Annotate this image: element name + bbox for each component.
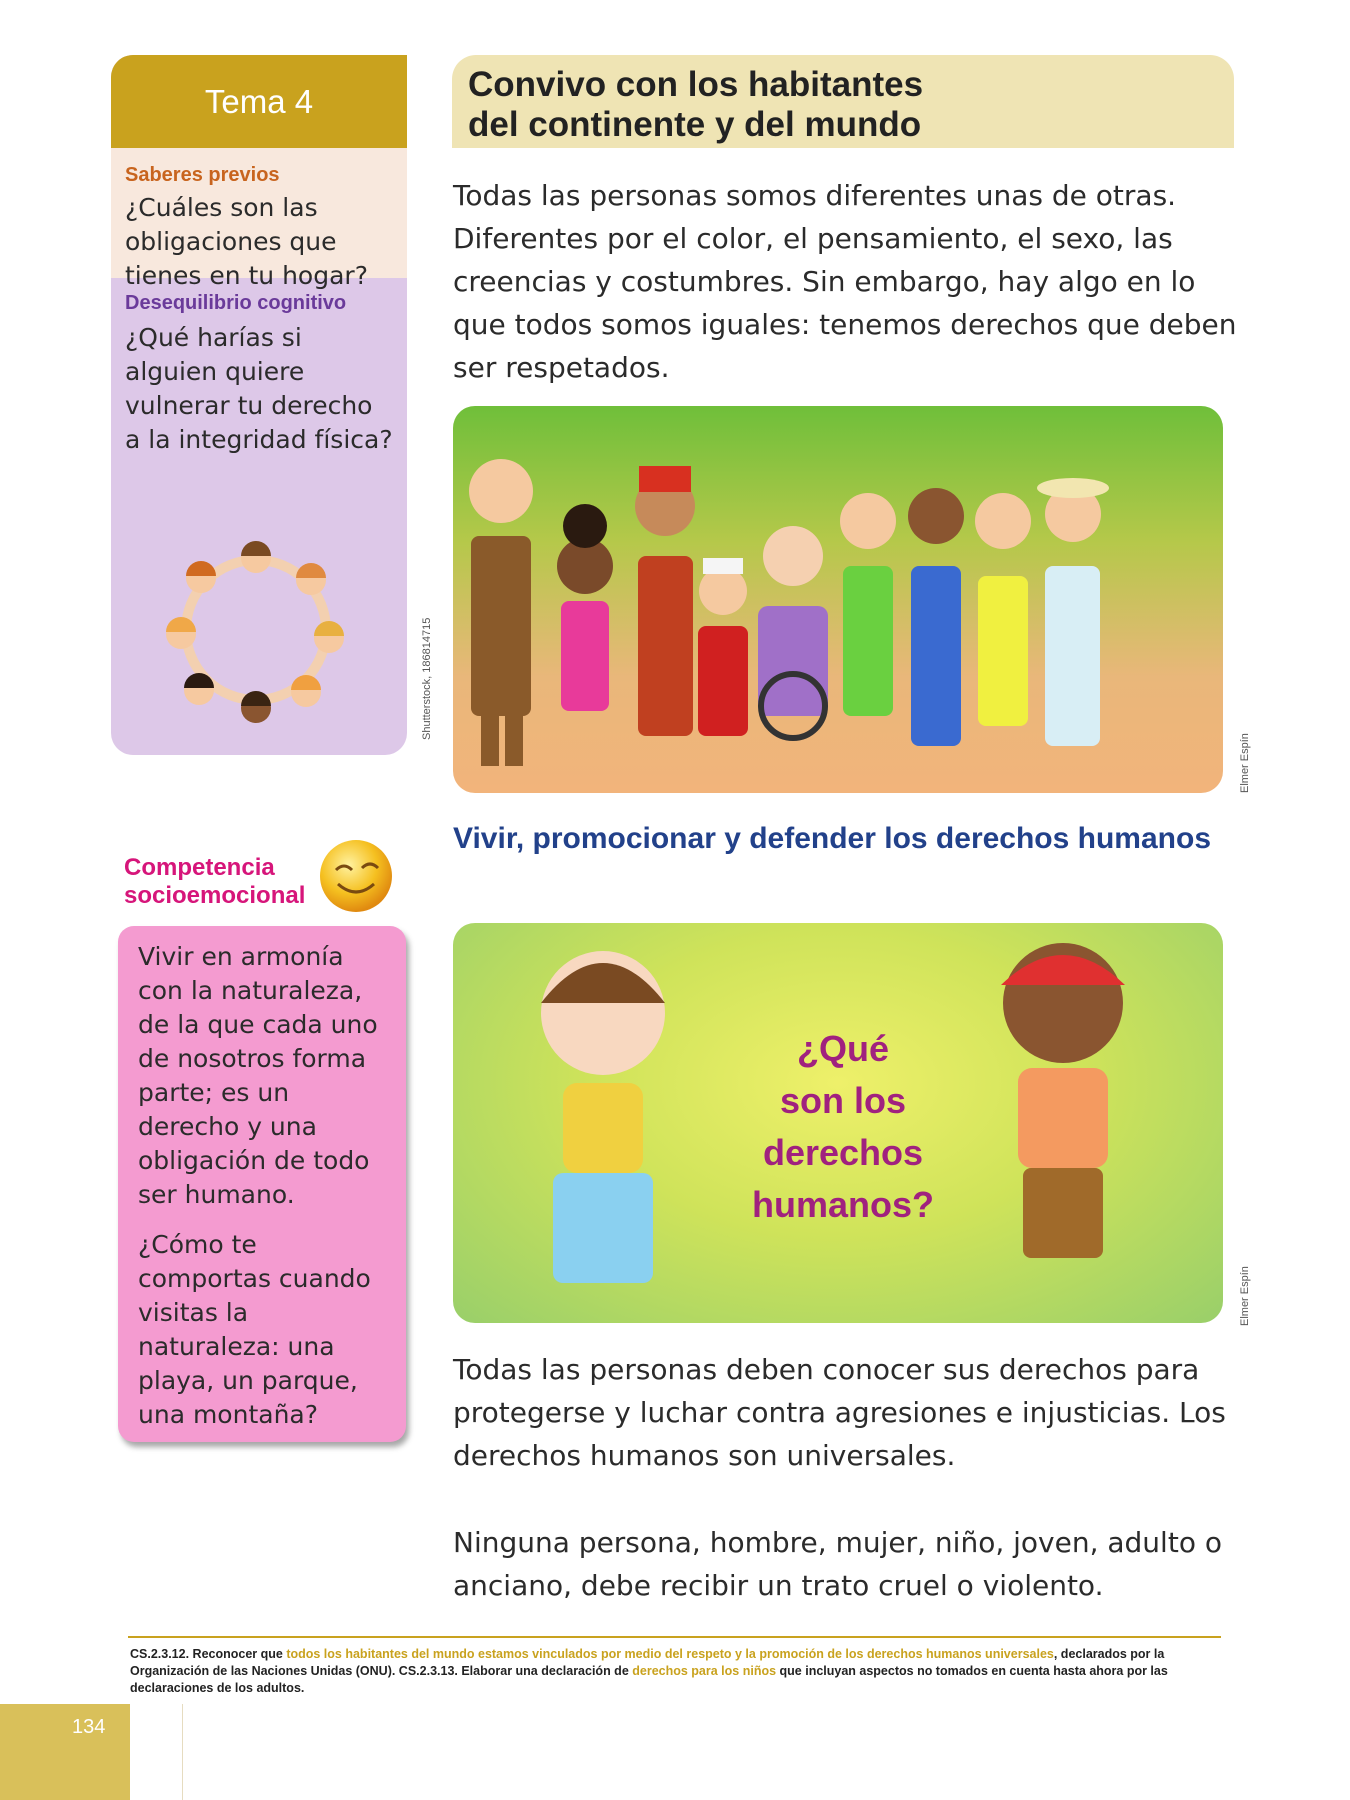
question-line-2: son los (779, 1080, 907, 1121)
illustration-credit-1: Elmer Espín (1239, 733, 1251, 793)
page-margin-line (182, 1704, 183, 1800)
competencia-label (124, 854, 305, 910)
people-figures (453, 406, 1223, 793)
speech-question (703, 1023, 983, 1231)
competencia-text-1: Vivir en armonía con la naturaleza, de la que cada uno de nosotros forma parte; es un derecho y una obligación de todo ser humano. (138, 942, 378, 1209)
footnote-part-2: , declarados por la Organización de las Naciones Unidas (ONU). CS.2.3.13. Elaborar una declaración de (130, 1647, 1165, 1678)
illustration-credit-2: Elmer Espín (1239, 1266, 1251, 1326)
footnote-part-3: que incluyan aspectos no tomados en cuenta hasta ahora por las declaraciones de los adultos. (130, 1664, 1168, 1695)
title-line-2: del continente y del mundo (468, 105, 922, 144)
footnote-highlight-2: derechos para los niños (632, 1664, 777, 1678)
saberes-previos-section (111, 148, 407, 290)
question-line-4: humanos? (751, 1184, 934, 1225)
tema-label: Tema 4 (111, 55, 407, 148)
desequilibrio-text: ¿Qué harías si alguien quiere vulnerar tu derecho a la integridad física? (125, 323, 393, 454)
desequilibrio-section (111, 278, 407, 471)
saberes-previos-text: ¿Cuáles son las obligaciones que tienes en tu hogar? (125, 193, 368, 290)
question-line-1: ¿Qué (796, 1028, 889, 1069)
footnote-part-1: CS.2.3.12. Reconocer que (130, 1647, 287, 1661)
diverse-people-illustration (453, 406, 1223, 793)
competencia-text-2: ¿Cómo te comportas cuando visitas la naturaleza: una playa, un parque, una montaña? (138, 1230, 371, 1429)
tema-sidebar (111, 55, 407, 755)
photo-credit: Shutterstock, 186814715 (421, 617, 433, 740)
paragraph-universal-rights: Todas las personas deben conocer sus derechos para protegerse y luchar contra agresiones e injusticias. Los derechos humanos son universales. (453, 1353, 1226, 1472)
page-number: 134 (72, 1716, 106, 1738)
title-line-1: Convivo con los habitantes (468, 65, 924, 104)
children-circle-illustration (151, 530, 361, 730)
page-title (452, 55, 1234, 148)
footer-divider (128, 1636, 1221, 1638)
intro-paragraph: Todas las personas somos diferentes unas de otras. Diferentes por el color, el pensamiento, el sexo, las creencias y costumbres. Sin embargo, hay algo en lo que todos somos iguales: tenemos derechos que deben ser respetados. (453, 179, 1237, 384)
desequilibrio-label: Desequilibrio cognitivo (125, 292, 347, 314)
footnote-highlight-1: todos los habitantes del mundo estamos vinculados por medio del respeto y la promoción de los derechos humanos universales (286, 1647, 1054, 1661)
page-number-strip (0, 1704, 130, 1800)
section-subheading: Vivir, promocionar y defender los derechos humanos (453, 822, 1211, 855)
saberes-previos-label: Saberes previos (125, 164, 280, 186)
kids-question-illustration (453, 923, 1223, 1323)
smiley-icon (316, 836, 396, 916)
question-line-3: derechos (762, 1132, 924, 1173)
curriculum-footnote (130, 1646, 1230, 1697)
competencia-label-line-1: Competencia (124, 854, 275, 881)
competencia-box (118, 926, 406, 1442)
paragraph-no-cruel-treatment: Ninguna persona, hombre, mujer, niño, joven, adulto o anciano, debe recibir un trato cruel o violento. (453, 1526, 1222, 1602)
competencia-label-line-2: socioemocional (124, 882, 306, 909)
